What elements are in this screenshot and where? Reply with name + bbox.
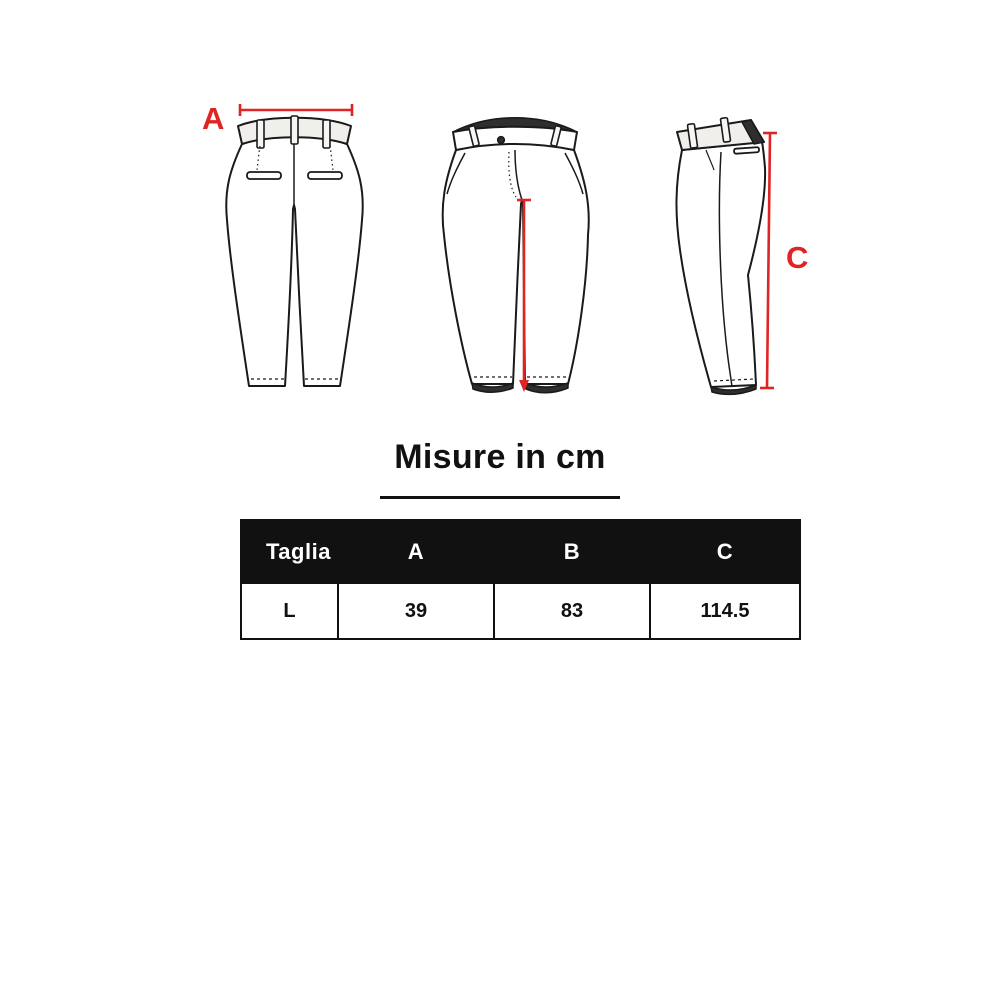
pants-back-view-figure xyxy=(222,100,367,400)
pants-front-view-figure xyxy=(435,100,595,400)
measure-a-arrow xyxy=(240,104,352,116)
size-table-header-row xyxy=(241,520,800,583)
size-table-header-c: C xyxy=(650,520,800,583)
size-table-data-row xyxy=(241,583,800,639)
pants-side-drawing xyxy=(665,100,815,400)
pants-back-drawing xyxy=(222,100,367,400)
measure-label-a: A xyxy=(202,101,225,136)
size-table-header-b: B xyxy=(494,520,650,583)
size-table-cell-a: 39 xyxy=(338,583,494,639)
size-table-cell-taglia: L xyxy=(241,583,338,639)
waist-button xyxy=(498,137,505,144)
page-title: Misure in cm xyxy=(394,438,606,476)
size-table-cell-c: 114.5 xyxy=(650,583,800,639)
title-underline xyxy=(380,496,620,499)
size-table-header-a: A xyxy=(338,520,494,583)
pants-front-body xyxy=(443,143,589,385)
size-table-header-taglia: Taglia xyxy=(241,520,338,583)
size-table xyxy=(240,519,801,640)
size-table-cell-b: 83 xyxy=(494,583,650,639)
pants-front-drawing xyxy=(435,100,595,400)
pants-side-view-figure xyxy=(665,100,815,400)
measure-label-c: C xyxy=(786,240,809,275)
